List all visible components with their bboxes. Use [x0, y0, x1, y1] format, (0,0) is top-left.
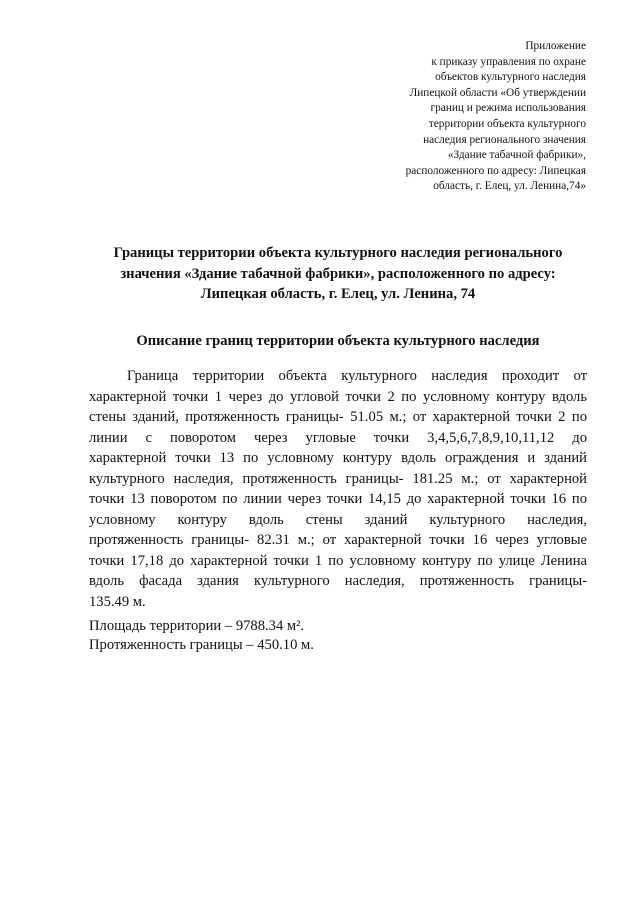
area-value: Площадь территории – 9788.34 м².	[89, 618, 305, 634]
appendix-line: Приложение	[525, 40, 586, 52]
description-line: 135.49 м.	[89, 593, 146, 610]
territory-stats	[89, 617, 314, 655]
description-line: точки 17,18 до характерной точки 1 по условному контуру по улице Ленина	[89, 552, 587, 569]
appendix-line: область, г. Елец, ул. Ленина,74»	[433, 180, 586, 193]
perimeter-value: Протяженность границы – 450.10 м.	[89, 637, 314, 653]
appendix-note	[326, 39, 586, 195]
appendix-line: границ и режима использования	[430, 102, 586, 115]
description-line: линии с поворотом через угловые точки 3,4,5,6,7,8,9,10,11,12 до	[89, 429, 587, 446]
description-line: протяженность границы- 82.31 м.; от характерной точки 16 через угловые	[89, 532, 587, 548]
description-line: условному контуру вдоль стены зданий культурного наследия,	[89, 511, 587, 528]
section-heading: Описание границ территории объекта культурного наследия	[136, 333, 540, 349]
description-line: Граница территории объекта культурного наследия проходит от	[127, 368, 587, 384]
description-line: характерной точки 13 по условному контуру вдоль ограждения и зданий	[89, 450, 587, 466]
document-title	[70, 243, 606, 305]
appendix-line: к приказу управления по охране	[431, 55, 586, 68]
appendix-line: территории объекта культурного	[428, 117, 586, 130]
description-line: характерной точки 1 через до угловой точки 2 по условному контуру вдоль	[89, 388, 587, 405]
title-line: Липецкая область, г. Елец, ул. Ленина, 74	[200, 286, 476, 302]
appendix-line: «Здание табачной фабрики»,	[447, 149, 586, 162]
appendix-line: Липецкой области «Об утверждении	[409, 86, 586, 99]
appendix-line: объектов культурного наследия	[435, 71, 586, 84]
description-line: вдоль фасада здания культурного наследия, протяженность границы-	[89, 573, 587, 589]
appendix-line: расположенного по адресу: Липецкая	[405, 164, 586, 177]
description-line: культурного наследия, протяженность границы- 181.25 м.; от характерной	[89, 470, 587, 487]
appendix-line: наследия регионального значения	[423, 133, 586, 146]
title-line: значения «Здание табачной фабрики», расположенного по адресу:	[120, 265, 556, 282]
description-line: стены зданий, протяженность границы- 51.05 м.; от характерной точки 2 по	[89, 409, 587, 425]
boundary-description	[89, 366, 587, 612]
title-line: Границы территории объекта культурного наследия регионального	[113, 245, 563, 261]
description-line: точки 13 поворотом по линии через точки 14,15 до характерной точки 16 по	[89, 491, 587, 507]
